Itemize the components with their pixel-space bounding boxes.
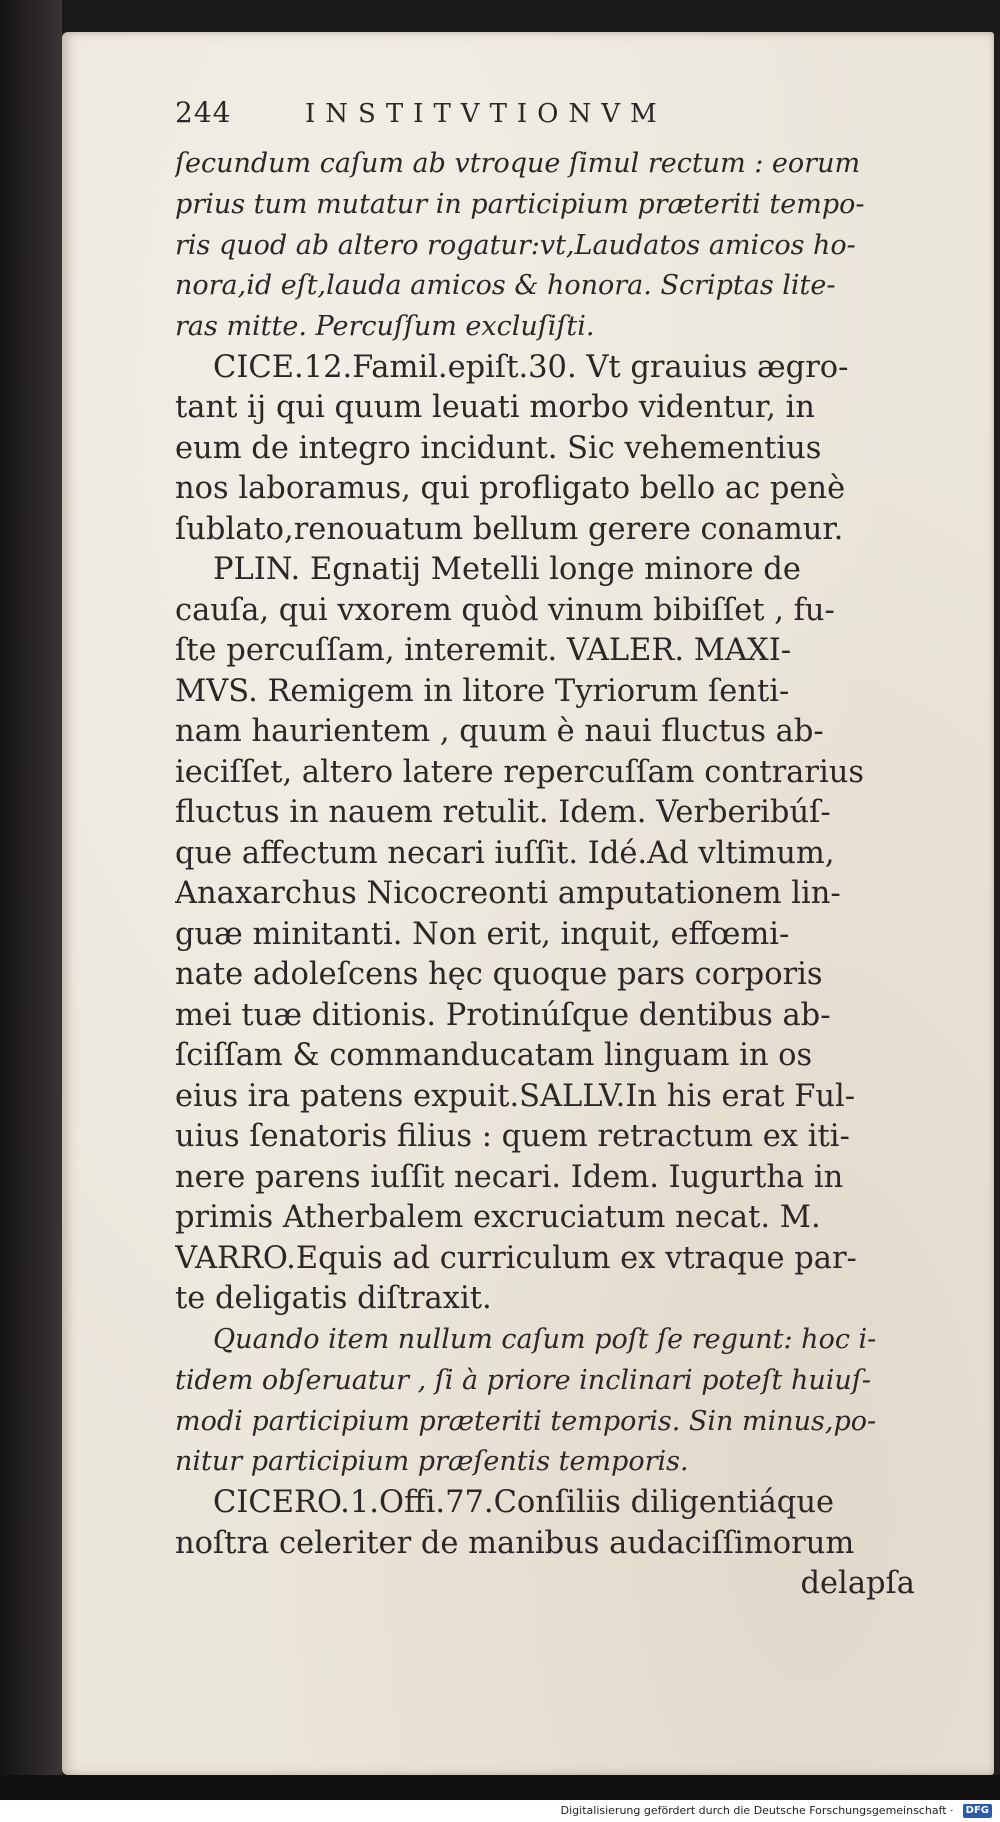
text-line: ris quod ab altero rogatur:vt,Laudatos amicos ho- xyxy=(175,229,856,261)
text-line: fluctus in nauem retulit. Idem. Verberibúſ- xyxy=(175,795,831,831)
text-line: CICERO.1.Offi.77.Conſiliis diligentiáque xyxy=(213,1485,835,1521)
catchword: delapſa xyxy=(800,1566,915,1602)
text-line: cauſa, qui vxorem quòd vinum bibiſſet , fu- xyxy=(175,592,835,628)
page-number: 244 xyxy=(175,96,232,129)
scan-binding-shadow xyxy=(0,0,62,1790)
text-line: CICE.12.Famil.epiſt.30. Vt grauius ægro- xyxy=(213,349,849,385)
text-line: ſciſſam & commanducatam linguam in os xyxy=(175,1038,813,1074)
running-title: INSTITVTIONVM xyxy=(305,99,667,129)
digitization-credit-bar xyxy=(0,1800,1000,1822)
text-line: ſublato,renouatum bellum gerere conamur. xyxy=(175,511,844,547)
text-line: nos laboramus, qui profligato bello ac penè xyxy=(175,471,846,507)
text-line: ſecundum caſum ab vtroque ſimul rectum : eorum xyxy=(175,148,861,179)
text-line: tidem obſeruatur , ſi à priore inclinari poteſt huiuſ- xyxy=(175,1364,871,1396)
page-text-block xyxy=(175,96,915,1605)
text-line: MVS. Remigem in litore Tyriorum ſenti- xyxy=(175,673,790,709)
text-line: prius tum mutatur in participium præteriti tempo- xyxy=(175,188,865,220)
text-line: nere parens iuſſit necari. Idem. Iugurtha in xyxy=(175,1159,844,1195)
text-line: te deligatis diſtraxit. xyxy=(175,1281,492,1317)
text-line: tant ij qui quum leuati morbo videntur, in xyxy=(175,390,815,426)
running-head xyxy=(175,96,915,140)
text-line: nam haurientem , quum è naui fluctus ab- xyxy=(175,714,824,750)
text-line: nitur participium præſentis temporis. xyxy=(175,1446,689,1478)
scan-top-edge xyxy=(0,0,1000,34)
text-line: modi participium præteriti temporis. Sin minus,po- xyxy=(175,1405,877,1437)
text-line: nora,id eſt,lauda amicos & honora. Scriptas lite- xyxy=(175,270,836,302)
text-line: Quando item nullum caſum poſt ſe regunt: hoc i- xyxy=(213,1323,877,1355)
text-line: ſte percuſſam, interemit. VALER. MAXI- xyxy=(175,633,792,669)
text-line: primis Atherbalem excruciatum necat. M. xyxy=(175,1200,821,1236)
text-line: Anaxarchus Nicocreonti amputationem lin- xyxy=(175,876,841,912)
text-line: noſtra celeriter de manibus audaciſſimorum xyxy=(175,1525,855,1561)
text-line: nate adoleſcens hęc quoque pars corporis xyxy=(175,957,823,993)
body-text xyxy=(175,144,915,1605)
text-line: eum de integro incidunt. Sic vehementius xyxy=(175,430,822,466)
text-line: ieciſſet, altero latere repercuſſam contrarius xyxy=(175,754,864,790)
text-line: mei tuæ ditionis. Protinúſque dentibus ab- xyxy=(175,997,831,1033)
text-line: eius ira patens expuit.SALLV.In his erat Ful- xyxy=(175,1078,856,1114)
dfg-logo: DFG xyxy=(963,1804,992,1818)
digitization-credit: Digitalisierung gefördert durch die Deutsche Forschungsgemeinschaft · xyxy=(560,1804,954,1817)
text-line: PLIN. Egnatij Metelli longe minore de xyxy=(213,552,801,588)
scan-bottom-edge xyxy=(0,1775,1000,1800)
text-line: ras mitte. Percuſſum excluſiſti. xyxy=(175,311,595,343)
text-line: guæ minitanti. Non erit, inquit, effœmi- xyxy=(175,916,790,952)
text-line: VARRO.Equis ad curriculum ex vtraque par- xyxy=(175,1240,857,1276)
text-line: uius ſenatoris filius : quem retractum ex iti- xyxy=(175,1119,850,1155)
text-line: que affectum necari iuſſit. Idé.Ad vltimum, xyxy=(175,835,835,871)
